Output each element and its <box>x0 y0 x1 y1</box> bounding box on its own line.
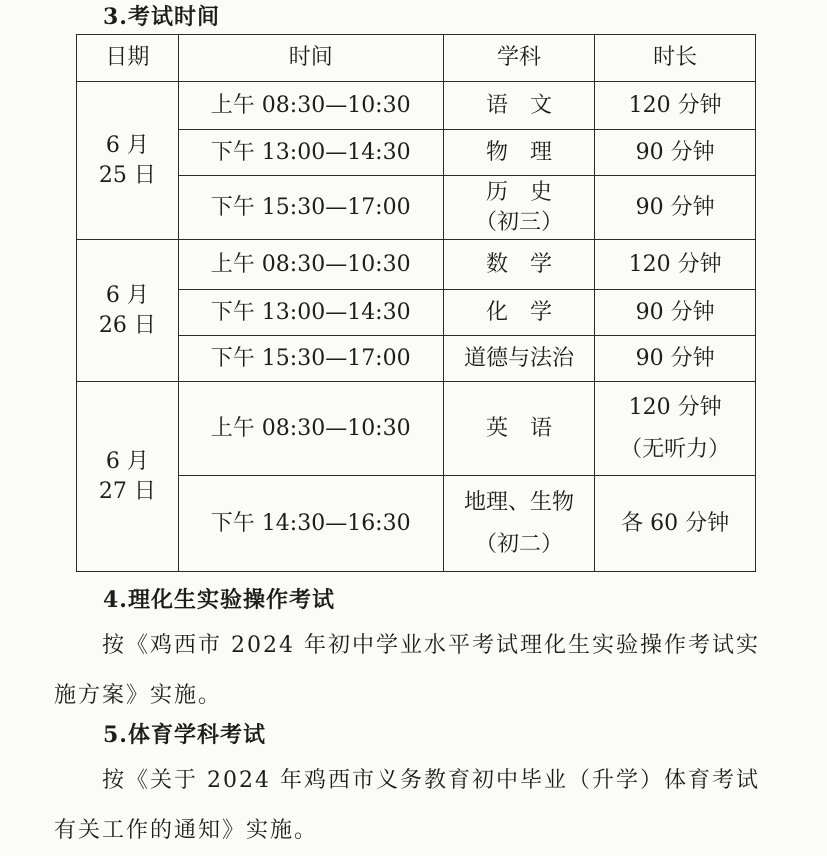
time-cell: 下午 13:00—14:30 <box>178 130 443 176</box>
table-row <box>77 336 756 382</box>
date-day: 27 日 <box>98 478 156 504</box>
subject-cell <box>443 176 595 240</box>
date-month: 6 月 <box>105 448 149 474</box>
date-cell <box>77 240 179 382</box>
table-row <box>77 82 756 130</box>
exam-schedule-table <box>76 34 756 572</box>
duration-cell: 各 60 分钟 <box>595 476 756 572</box>
time-cell: 下午 15:30—17:00 <box>178 176 443 240</box>
table-row <box>77 176 756 240</box>
time-cell: 上午 08:30—10:30 <box>178 382 443 476</box>
date-month: 6 月 <box>105 282 149 308</box>
section-4-body: 按《鸡西市 2024 年初中学业水平考试理化生实验操作考试实施方案》实施。 <box>54 633 760 708</box>
table-row <box>77 130 756 176</box>
subject-cell: 化 学 <box>443 290 595 336</box>
duration-cell: 90 分钟 <box>595 290 756 336</box>
subject-name: 历 史 <box>485 179 552 205</box>
date-month: 6 月 <box>105 132 149 158</box>
time-cell: 上午 08:30—10:30 <box>178 82 443 130</box>
time-cell: 下午 14:30—16:30 <box>178 476 443 572</box>
duration-cell: 120 分钟 <box>595 82 756 130</box>
section-3-title: 3.考试时间 <box>103 4 220 30</box>
subject-note: （初三） <box>474 209 563 235</box>
subject-cell: 数 学 <box>443 240 595 290</box>
time-cell: 上午 08:30—10:30 <box>178 240 443 290</box>
table-row <box>77 290 756 336</box>
duration-value: 120 分钟 <box>628 394 722 420</box>
date-day: 26 日 <box>98 312 156 338</box>
subject-name: 地理、生物 <box>463 489 574 515</box>
subject-note: （初二） <box>474 531 563 557</box>
section-4-title: 4.理化生实验操作考试 <box>103 587 335 613</box>
duration-cell: 90 分钟 <box>595 176 756 240</box>
date-cell <box>77 82 179 240</box>
date-cell <box>77 382 179 572</box>
duration-cell <box>595 382 756 476</box>
duration-cell: 90 分钟 <box>595 130 756 176</box>
header-date: 日期 <box>77 35 179 82</box>
section-5-title: 5.体育学科考试 <box>103 722 266 748</box>
subject-cell <box>443 476 595 572</box>
table-row <box>77 476 756 572</box>
section-5-body: 按《关于 2024 年鸡西市义务教育初中毕业（升学）体育考试有关工作的通知》实施。 <box>54 768 760 843</box>
duration-note: （无听力） <box>620 436 731 462</box>
subject-cell: 物 理 <box>443 130 595 176</box>
table-row <box>77 240 756 290</box>
time-cell: 下午 15:30—17:00 <box>178 336 443 382</box>
time-cell: 下午 13:00—14:30 <box>178 290 443 336</box>
subject-cell: 道德与法治 <box>443 336 595 382</box>
header-time: 时间 <box>178 35 443 82</box>
subject-cell: 英 语 <box>443 382 595 476</box>
table-header-row <box>77 35 756 82</box>
table-row <box>77 382 756 476</box>
header-duration: 时长 <box>595 35 756 82</box>
header-subject: 学科 <box>443 35 595 82</box>
subject-cell: 语 文 <box>443 82 595 130</box>
duration-cell: 120 分钟 <box>595 240 756 290</box>
duration-cell: 90 分钟 <box>595 336 756 382</box>
date-day: 25 日 <box>98 162 156 188</box>
